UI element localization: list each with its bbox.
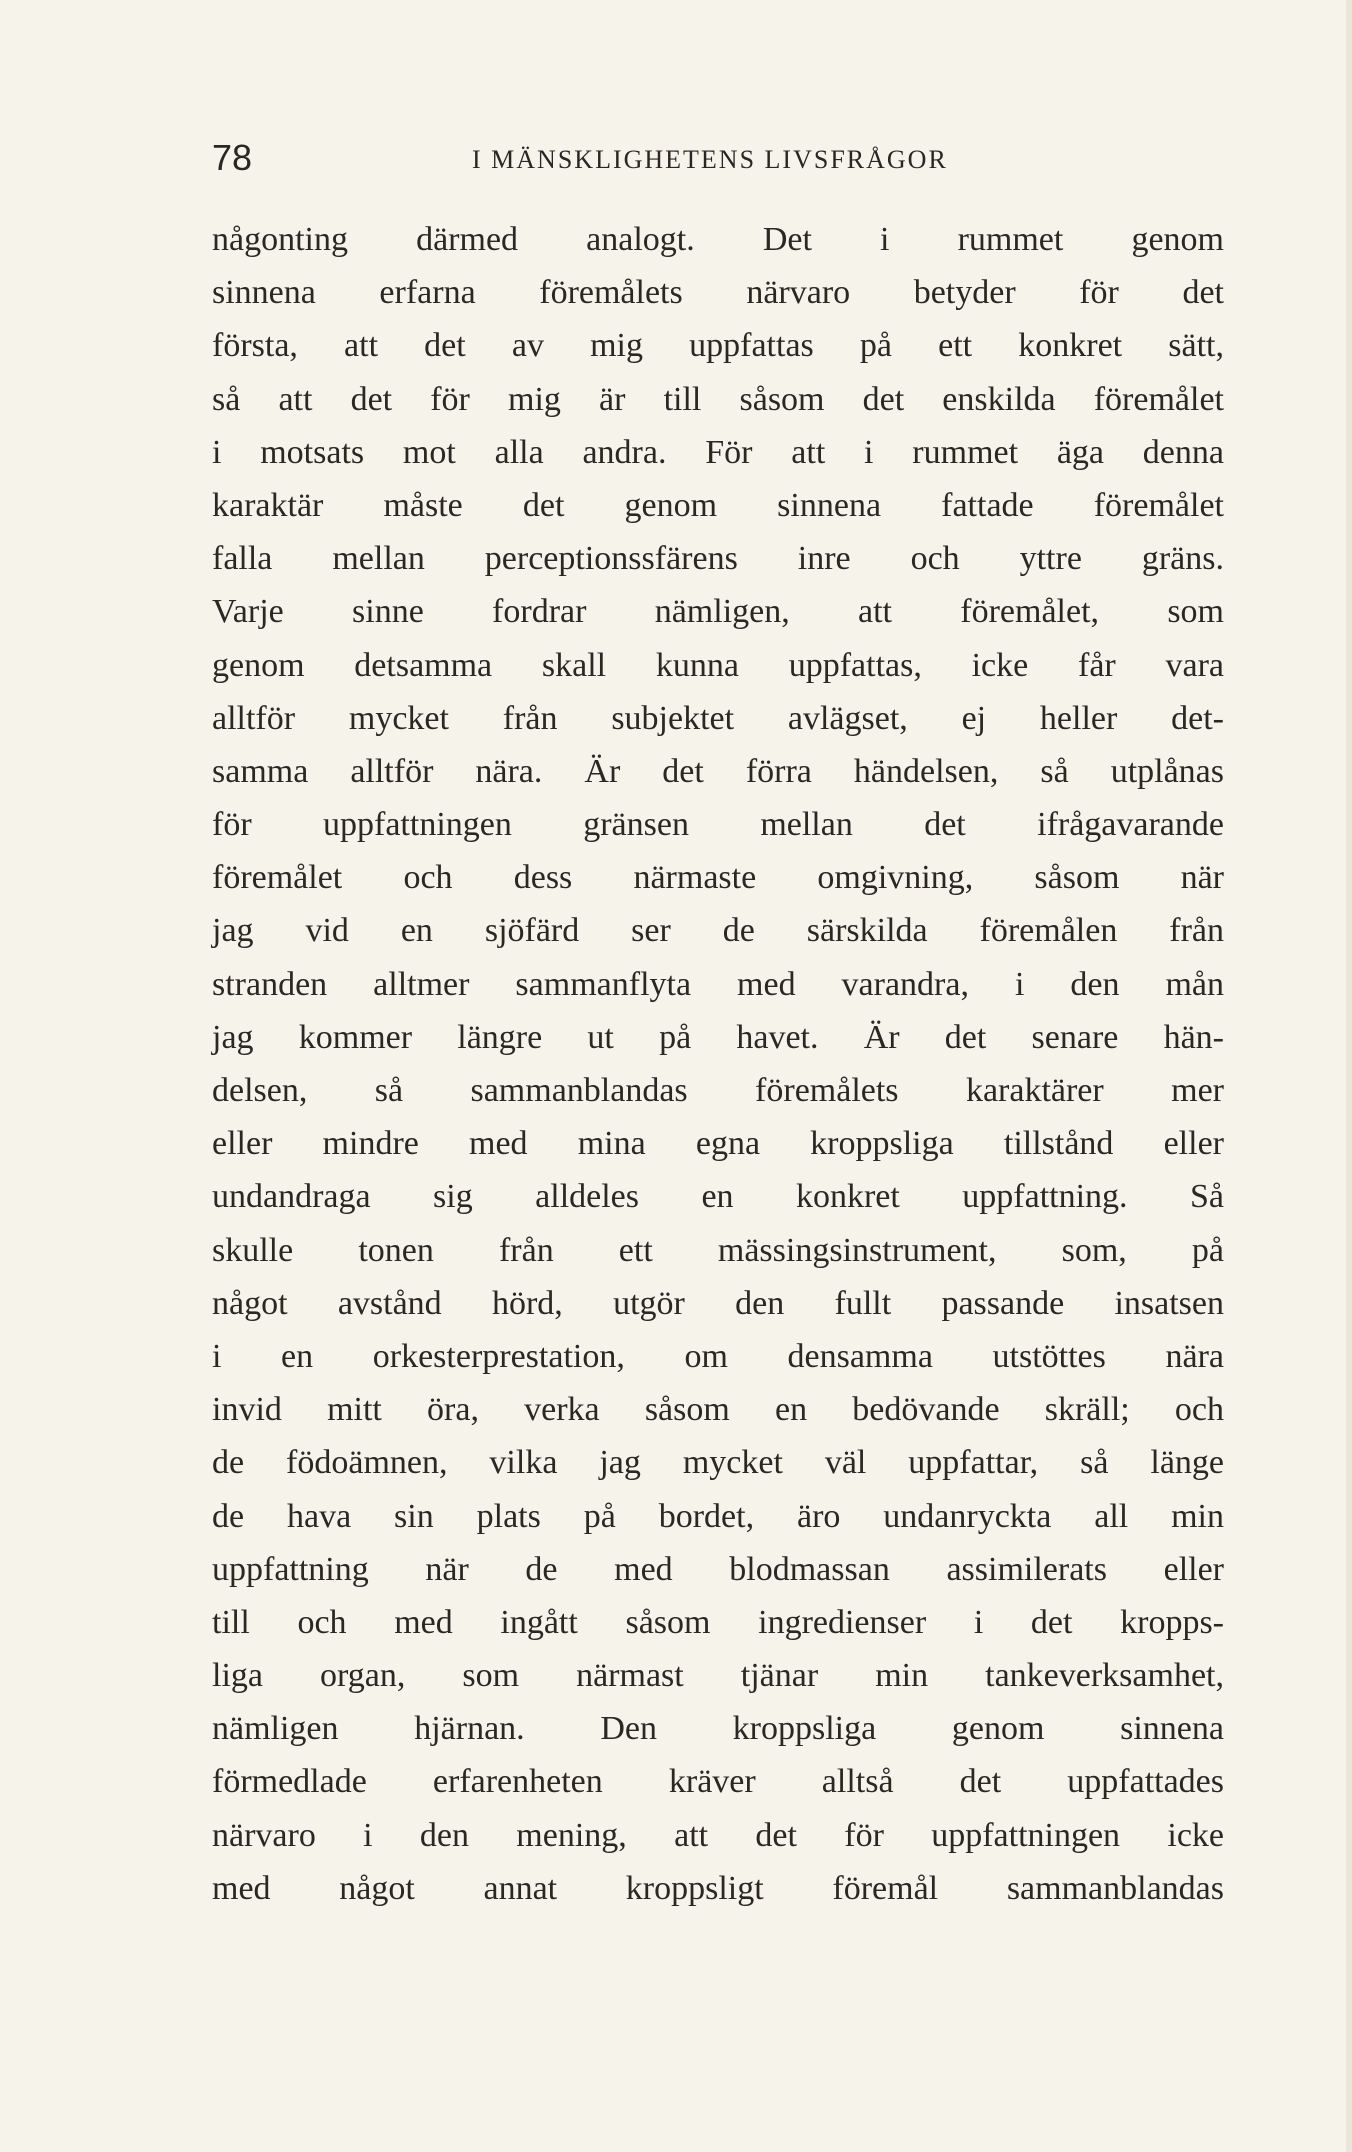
text-line: förmedlade erfarenheten kräver alltså det uppfattades xyxy=(212,1763,1224,1801)
text-line: stranden alltmer sammanflyta med varandra, i den mån xyxy=(212,965,1224,1003)
text-line: till och med ingått såsom ingredienser i det kropps- xyxy=(212,1603,1224,1641)
text-line: något avstånd hörd, utgör den fullt passande insatsen xyxy=(212,1284,1224,1322)
text-line: någonting därmed analogt. Det i rummet genom xyxy=(212,221,1224,258)
running-head: I MÄNSKLIGHETENS LIVSFRÅGOR xyxy=(472,145,948,174)
text-line: så att det för mig är till såsom det enskilda föremålet xyxy=(212,380,1224,418)
text-line: närvaro i den mening, att det för uppfattningen icke xyxy=(212,1816,1224,1854)
text-line: de födoämnen, vilka jag mycket väl uppfattar, så länge xyxy=(212,1444,1224,1482)
text-line: delsen, så sammanblandas föremålets karaktärer mer xyxy=(212,1072,1224,1109)
text-line: jag vid en sjöfärd ser de särskilda föremålen från xyxy=(212,912,1224,950)
text-line: uppfattning när de med blodmassan assimilerats eller xyxy=(212,1550,1224,1588)
text-line: invid mitt öra, verka såsom en bedövande skräll; och xyxy=(212,1391,1224,1429)
text-line: eller mindre med mina egna kroppsliga tillstånd eller xyxy=(212,1125,1224,1163)
text-line: i en orkesterprestation, om densamma utstöttes nära xyxy=(212,1337,1224,1375)
text-line: falla mellan perceptionssfärens inre och yttre gräns. xyxy=(212,540,1224,578)
text-line: alltför mycket från subjektet avlägset, ej heller det- xyxy=(212,699,1224,737)
page-header xyxy=(212,134,1162,182)
text-line: skulle tonen från ett mässingsinstrument, som, på xyxy=(212,1231,1224,1269)
text-line: föremålet och dess närmaste omgivning, såsom när xyxy=(212,859,1224,897)
text-line: liga organ, som närmast tjänar min tankeverksamhet, xyxy=(212,1657,1224,1695)
page-number: 78 xyxy=(212,137,253,178)
text-line: för uppfattningen gränsen mellan det ifrågavarande xyxy=(212,806,1224,844)
text-line: Varje sinne fordrar nämligen, att föremålet, som xyxy=(212,593,1224,631)
text-line: sinnena erfarna föremålets närvaro betyder för det xyxy=(212,274,1224,312)
body-text xyxy=(212,213,1224,1915)
text-line: i motsats mot alla andra. För att i rummet äga denna xyxy=(212,433,1224,471)
text-line: med något annat kroppsligt föremål sammanblandas xyxy=(212,1869,1224,1907)
text-line: de hava sin plats på bordet, äro undanryckta all min xyxy=(212,1497,1224,1535)
text-line: undandraga sig alldeles en konkret uppfattning. Så xyxy=(212,1178,1224,1216)
text-line: karaktär måste det genom sinnena fattade föremålet xyxy=(212,486,1224,524)
text-line: första, att det av mig uppfattas på ett konkret sätt, xyxy=(212,327,1224,365)
text-line: samma alltför nära. Är det förra händelsen, så utplånas xyxy=(212,752,1224,790)
text-line: nämligen hjärnan. Den kroppsliga genom sinnena xyxy=(212,1710,1224,1748)
text-line: genom detsamma skall kunna uppfattas, icke får vara xyxy=(212,646,1224,684)
text-line: jag kommer längre ut på havet. Är det senare hän- xyxy=(212,1018,1224,1056)
